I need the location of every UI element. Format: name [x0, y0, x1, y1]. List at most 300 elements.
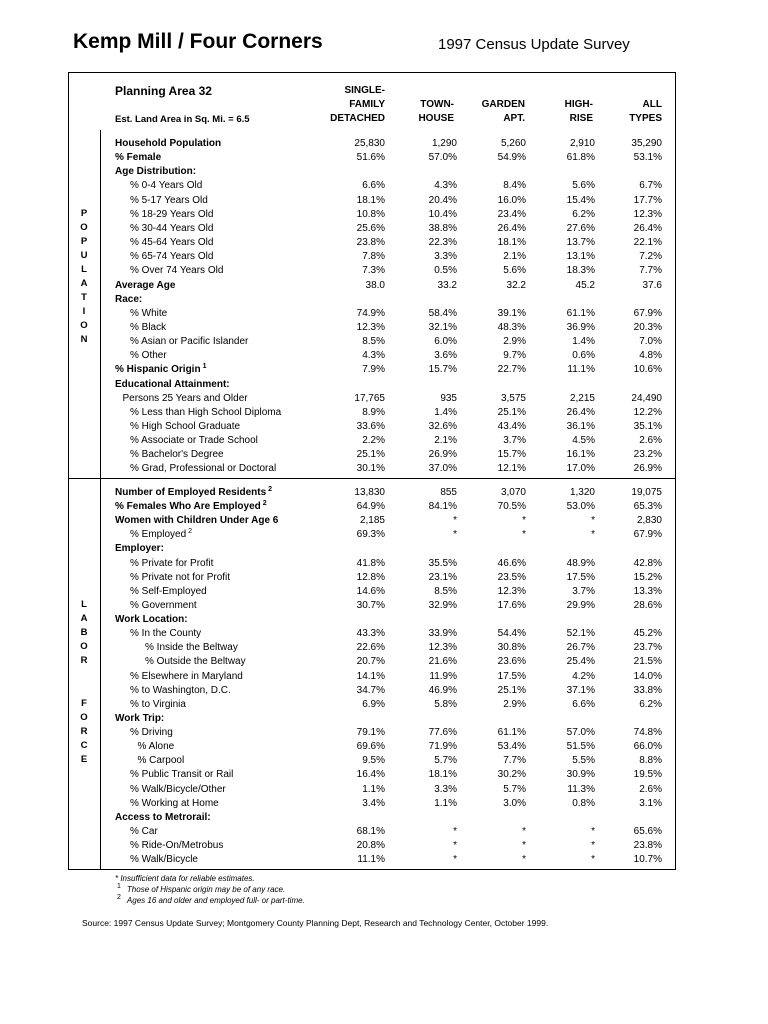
table-row	[0, 557, 768, 571]
cell-value: 1.1%	[434, 797, 457, 809]
table-row	[0, 363, 768, 377]
survey-subtitle: 1997 Census Update Survey	[438, 36, 630, 53]
cell-value: 30.9%	[566, 769, 595, 781]
table-row	[0, 279, 768, 293]
cell-value: 61.1%	[566, 307, 595, 319]
row-label: % Working at Home	[130, 797, 219, 809]
cell-value: 17,765	[354, 392, 385, 404]
cell-value: 23.7%	[633, 642, 662, 654]
cell-value: 6.6%	[572, 698, 595, 710]
row-label: % Inside the Beltway	[145, 642, 238, 654]
row-label: Average Age	[115, 279, 176, 291]
cell-value: 6.0%	[434, 336, 457, 348]
footnote-marker: 2	[262, 499, 267, 507]
row-label: % Elsewhere in Maryland	[130, 670, 243, 682]
cell-value: 16.1%	[566, 449, 595, 461]
cell-value: 2.2%	[362, 435, 385, 447]
row-label: % Driving	[130, 727, 173, 739]
row-label: % Alone	[137, 741, 175, 753]
cell-value: 35,290	[631, 138, 662, 149]
footnote: $^1$ Those of Hispanic origin may be of any race.	[117, 883, 286, 894]
cell-value: *	[522, 840, 526, 851]
column-header-line: TYPES	[629, 113, 662, 124]
cell-value: 17.7%	[633, 194, 662, 206]
cell-value: 0.6%	[572, 350, 595, 362]
table-row	[0, 726, 768, 740]
side-letter: T	[81, 292, 87, 303]
cell-value: 2,910	[569, 138, 595, 149]
cell-value: 22.1%	[633, 237, 662, 249]
table-row	[0, 528, 768, 542]
column-header-line: APT.	[503, 113, 525, 124]
cell-value: 45.2	[575, 279, 595, 291]
cell-value: 5.7%	[503, 783, 526, 795]
footnote: * Insufficient data for reliable estimates.	[115, 874, 255, 883]
side-letter: O	[80, 320, 88, 331]
cell-value: 48.3%	[497, 321, 526, 333]
cell-value: *	[522, 529, 526, 541]
table-row	[0, 783, 768, 797]
cell-value: 65.6%	[633, 825, 662, 837]
cell-value: 48.9%	[566, 557, 595, 569]
cell-value: 11.9%	[429, 670, 457, 682]
cell-value: 54.4%	[497, 628, 526, 640]
cell-value: 15.7%	[497, 449, 526, 461]
row-label: % 0-4 Years Old	[130, 180, 203, 192]
cell-value: 6.2%	[572, 208, 595, 220]
cell-value: 14.6%	[356, 585, 385, 597]
cell-value: 10.7%	[633, 854, 662, 866]
row-label: % Ride-On/Metrobus	[130, 840, 224, 851]
cell-value: 64.9%	[356, 501, 385, 513]
cell-value: 43.3%	[356, 628, 385, 640]
cell-value: 58.4%	[428, 307, 457, 319]
cell-value: 17.6%	[497, 599, 526, 611]
cell-value: 15.2%	[633, 571, 662, 583]
row-label: % 5-17 Years Old	[130, 194, 208, 206]
cell-value: 5.5%	[572, 755, 595, 767]
cell-value: 5.6%	[572, 180, 595, 192]
cell-value: 53.4%	[497, 741, 526, 753]
side-letter: P	[80, 236, 88, 247]
side-letter: O	[80, 641, 88, 652]
cell-value: 3,070	[500, 487, 526, 498]
cell-value: 33.8%	[633, 684, 662, 696]
cell-value: 46.6%	[497, 557, 526, 569]
cell-value: 6.6%	[362, 180, 385, 192]
cell-value: 23.8%	[356, 237, 385, 249]
cell-value: 0.8%	[572, 797, 595, 809]
table-row	[0, 585, 768, 599]
cell-value: 13.7%	[566, 237, 595, 249]
row-label: Household Population	[115, 138, 222, 149]
column-header	[582, 98, 662, 126]
cell-value: 20.3%	[633, 321, 662, 333]
row-label: % Associate or Trade School	[130, 435, 258, 447]
cell-value: 26.7%	[566, 642, 595, 654]
cell-value: *	[522, 854, 526, 866]
cell-value: 17.0%	[566, 463, 595, 475]
cell-value: 37.1%	[566, 684, 595, 696]
footnote-marker: 1	[117, 883, 121, 891]
cell-value: 5.6%	[503, 265, 526, 277]
cell-value: 3.3%	[434, 783, 457, 795]
cell-value: 14.0%	[633, 670, 662, 682]
cell-value: 14.1%	[356, 670, 385, 682]
cell-value: 32.1%	[428, 321, 457, 333]
cell-value: 77.6%	[428, 727, 457, 739]
cell-value: 74.8%	[633, 727, 662, 739]
side-letter: O	[80, 712, 88, 723]
table-row	[0, 250, 768, 264]
side-letter: E	[80, 754, 88, 765]
table-row	[0, 434, 768, 448]
table-row	[0, 514, 768, 528]
table-row	[0, 613, 768, 627]
cell-value: 5.8%	[434, 698, 457, 710]
row-label: % 18-29 Years Old	[130, 208, 214, 220]
table-row	[0, 486, 768, 500]
table-row	[0, 740, 768, 754]
cell-value: 23.8%	[633, 840, 662, 851]
cell-value: 17.5%	[497, 670, 526, 682]
land-area-label: Est. Land Area in Sq. Mi. = 6.5	[115, 114, 250, 125]
cell-value: 4.3%	[434, 180, 457, 192]
cell-value: 61.8%	[566, 152, 595, 164]
cell-value: *	[453, 529, 457, 541]
cell-value: 8.8%	[639, 755, 662, 767]
cell-value: 23.1%	[428, 571, 457, 583]
cell-value: 74.9%	[356, 307, 385, 319]
cell-value: 11.1%	[357, 854, 385, 866]
cell-value: 33.2	[437, 279, 457, 291]
cell-value: 26.4%	[633, 222, 662, 234]
cell-value: 51.5%	[566, 741, 595, 753]
table-row	[0, 420, 768, 434]
cell-value: 65.3%	[633, 501, 662, 513]
row-label: % High School Graduate	[130, 421, 241, 432]
row-label: % Female	[115, 152, 162, 164]
cell-value: 12.3%	[633, 208, 662, 220]
cell-value: 9.7%	[503, 350, 526, 362]
cell-value: 1.4%	[572, 336, 595, 348]
cell-value: 4.8%	[639, 350, 662, 362]
cell-value: 19.5%	[633, 769, 662, 781]
table-row	[0, 293, 768, 307]
row-label: % Private for Profit	[130, 557, 214, 569]
cell-value: 15.4%	[566, 194, 595, 206]
table-row	[0, 335, 768, 349]
cell-value: 2,830	[636, 515, 662, 527]
column-header-line: RISE	[569, 113, 593, 124]
cell-value: 79.1%	[356, 727, 385, 739]
column-header-line: HIGH-	[564, 99, 593, 110]
cell-value: 38.0	[365, 279, 385, 291]
cell-value: 6.2%	[639, 698, 662, 710]
cell-value: 67.9%	[633, 307, 662, 319]
cell-value: *	[522, 825, 526, 837]
row-label: Work Location:	[115, 614, 188, 626]
row-label: % White	[130, 307, 168, 319]
cell-value: 16.4%	[356, 769, 385, 781]
cell-value: 3.6%	[434, 350, 457, 362]
cell-value: 17.5%	[566, 571, 595, 583]
cell-value: 6.7%	[639, 180, 662, 192]
cell-value: 1.1%	[362, 783, 385, 795]
cell-value: 0.5%	[434, 265, 457, 277]
row-label: Persons 25 Years and Older	[122, 392, 248, 404]
cell-value: 10.8%	[356, 208, 385, 220]
cell-value: 57.0%	[566, 727, 595, 739]
cell-value: 11.1%	[567, 364, 595, 376]
cell-value: 20.8%	[356, 840, 385, 851]
cell-value: 2.6%	[639, 783, 662, 795]
table-row	[0, 307, 768, 321]
table-row	[0, 698, 768, 712]
cell-value: 27.6%	[566, 222, 595, 234]
row-label: Number of Employed Residents $^2$	[115, 485, 273, 498]
row-label: % Less than High School Diploma	[130, 406, 282, 418]
table-row	[0, 825, 768, 839]
cell-value: 7.7%	[639, 265, 662, 277]
table-row	[0, 349, 768, 363]
cell-value: *	[591, 854, 595, 866]
cell-value: 18.1%	[356, 194, 385, 206]
column-header	[374, 98, 454, 126]
cell-value: 18.1%	[428, 769, 457, 781]
cell-value: 25,830	[354, 138, 385, 149]
side-letter: L	[81, 264, 87, 275]
side-letter: C	[80, 740, 88, 751]
cell-value: 10.4%	[428, 208, 457, 220]
table-row	[0, 500, 768, 514]
cell-value: 935	[440, 392, 457, 404]
cell-value: 7.9%	[362, 364, 385, 376]
table-row	[0, 839, 768, 853]
column-header-line: FAMILY	[349, 99, 385, 110]
table-row	[0, 378, 768, 392]
cell-value: 26.4%	[497, 222, 526, 234]
row-label: % In the County	[130, 628, 202, 640]
row-label: % Outside the Beltway	[145, 656, 246, 668]
cell-value: 41.8%	[356, 557, 385, 569]
cell-value: 16.0%	[497, 194, 526, 206]
cell-value: 32.6%	[428, 421, 457, 432]
side-letter: L	[81, 599, 87, 610]
cell-value: 22.7%	[497, 364, 526, 376]
cell-value: 32.2	[506, 279, 526, 291]
row-label: % 30-44 Years Old	[130, 222, 214, 234]
column-header-line: ALL	[642, 99, 662, 110]
row-label: % Bachelor's Degree	[130, 449, 224, 461]
cell-value: 32.9%	[428, 599, 457, 611]
cell-value: 51.6%	[356, 152, 385, 164]
cell-value: *	[453, 840, 457, 851]
row-label: % Females Who Are Employed $^2$	[115, 499, 267, 513]
cell-value: *	[591, 840, 595, 851]
cell-value: 12.3%	[497, 585, 526, 597]
section-divider	[68, 478, 676, 479]
cell-value: 12.8%	[356, 571, 385, 583]
cell-value: 29.9%	[566, 599, 595, 611]
page-title: Kemp Mill / Four Corners	[73, 30, 323, 53]
cell-value: 43.4%	[497, 421, 526, 432]
cell-value: 84.1%	[428, 501, 457, 513]
cell-value: 22.3%	[428, 237, 457, 249]
row-label: % Walk/Bicycle	[130, 854, 198, 866]
cell-value: *	[453, 854, 457, 866]
cell-value: 52.1%	[566, 628, 595, 640]
cell-value: 13.3%	[633, 585, 662, 597]
side-letter: P	[80, 208, 88, 219]
cell-value: 68.1%	[356, 825, 385, 837]
cell-value: 2.1%	[503, 251, 526, 263]
cell-value: 35.1%	[633, 421, 662, 432]
cell-value: 38.8%	[428, 222, 457, 234]
cell-value: 33.9%	[428, 628, 457, 640]
cell-value: 22.6%	[356, 642, 385, 654]
row-label: Race:	[115, 293, 143, 305]
table-row	[0, 151, 768, 165]
cell-value: 15.7%	[428, 364, 457, 376]
table-row	[0, 571, 768, 585]
column-header-line: TOWN-	[420, 99, 454, 110]
row-label: % Grad, Professional or Doctoral	[130, 463, 277, 475]
row-label: % Self-Employed	[130, 585, 207, 597]
cell-value: 3.1%	[639, 797, 662, 809]
side-letter: N	[80, 334, 88, 345]
cell-value: 25.1%	[356, 449, 385, 461]
cell-value: 25.1%	[497, 684, 526, 696]
cell-value: 1.4%	[434, 406, 457, 418]
column-header	[513, 98, 593, 126]
row-label: Women with Children Under Age 6	[115, 515, 279, 527]
footnote-marker: 2	[268, 485, 273, 493]
row-label: % Other	[130, 350, 167, 362]
row-label: Age Distribution:	[115, 166, 197, 178]
cell-value: 3,575	[500, 392, 526, 404]
cell-value: 2,215	[569, 392, 595, 404]
row-label: Access to Metrorail:	[115, 811, 211, 823]
cell-value: 36.9%	[566, 321, 595, 333]
table-row	[0, 194, 768, 208]
footnote-marker: 2	[188, 528, 193, 536]
cell-value: 12.2%	[633, 406, 662, 418]
table-row	[0, 853, 768, 867]
cell-value: 7.7%	[503, 755, 526, 767]
cell-value: 8.4%	[503, 180, 526, 192]
table-row	[0, 641, 768, 655]
cell-value: 36.1%	[566, 421, 595, 432]
table-row	[0, 754, 768, 768]
side-letter: B	[80, 627, 88, 638]
cell-value: *	[591, 825, 595, 837]
row-label: % Employed $^2$	[130, 528, 193, 541]
row-label: Employer:	[115, 543, 164, 555]
side-letter: R	[80, 655, 88, 666]
cell-value: 71.9%	[428, 741, 457, 753]
cell-value: *	[591, 529, 595, 541]
table-row	[0, 406, 768, 420]
cell-value: 11.3%	[567, 783, 595, 795]
cell-value: 8.5%	[362, 336, 385, 348]
cell-value: 23.6%	[497, 656, 526, 668]
cell-value: 7.0%	[639, 336, 662, 348]
row-label: % Black	[130, 321, 167, 333]
row-label: % Government	[130, 599, 197, 611]
cell-value: 42.8%	[633, 557, 662, 569]
planning-area-label: Planning Area 32	[115, 84, 212, 98]
side-letter: F	[81, 698, 87, 709]
cell-value: 2.6%	[639, 435, 662, 447]
cell-value: 24,490	[631, 392, 662, 404]
table-row	[0, 670, 768, 684]
cell-value: 33.6%	[356, 421, 385, 432]
cell-value: 67.9%	[633, 529, 662, 541]
side-letter: R	[80, 726, 88, 737]
table-row	[0, 797, 768, 811]
row-label: Work Trip:	[115, 712, 165, 724]
cell-value: 2,185	[359, 515, 385, 527]
cell-value: 20.4%	[428, 194, 457, 206]
cell-value: 18.1%	[497, 237, 526, 249]
cell-value: 35.5%	[428, 557, 457, 569]
cell-value: 66.0%	[633, 741, 662, 753]
cell-value: 54.9%	[497, 152, 526, 164]
footnote-marker: 1	[202, 363, 207, 371]
cell-value: 20.7%	[356, 656, 385, 668]
table-row	[0, 655, 768, 669]
cell-value: 3.3%	[434, 251, 457, 263]
cell-value: 7.2%	[639, 251, 662, 263]
row-label: % Hispanic Origin $^1$	[115, 363, 207, 376]
row-label: % 65-74 Years Old	[130, 251, 214, 263]
table-row	[0, 321, 768, 335]
table-row	[0, 542, 768, 556]
cell-value: *	[453, 515, 457, 527]
row-label: Educational Attainment:	[115, 378, 230, 390]
row-label: % 45-64 Years Old	[130, 237, 214, 249]
cell-value: 7.3%	[362, 265, 385, 277]
side-letter: U	[80, 250, 88, 261]
row-label: % to Washington, D.C.	[130, 684, 231, 696]
cell-value: 23.2%	[633, 449, 662, 461]
cell-value: 53.1%	[633, 152, 662, 164]
cell-value: 8.5%	[434, 585, 457, 597]
cell-value: 12.3%	[356, 321, 385, 333]
side-letter: I	[82, 306, 86, 317]
cell-value: 26.9%	[428, 449, 457, 461]
table-row	[0, 448, 768, 462]
cell-value: 2.9%	[503, 336, 526, 348]
row-label: % Car	[130, 825, 158, 837]
table-row	[0, 599, 768, 613]
cell-value: 13,830	[354, 487, 385, 498]
cell-value: 1,320	[569, 487, 595, 498]
table-row	[0, 462, 768, 476]
cell-value: 3.7%	[572, 585, 595, 597]
column-header-line: SINGLE-	[344, 85, 385, 96]
side-letter: A	[80, 278, 88, 289]
cell-value: 30.7%	[356, 599, 385, 611]
cell-value: 18.3%	[566, 265, 595, 277]
cell-value: *	[522, 515, 526, 527]
column-header	[305, 84, 385, 126]
cell-value: *	[453, 825, 457, 837]
cell-value: 12.3%	[428, 642, 457, 654]
cell-value: 855	[440, 487, 457, 498]
table-row	[0, 811, 768, 825]
